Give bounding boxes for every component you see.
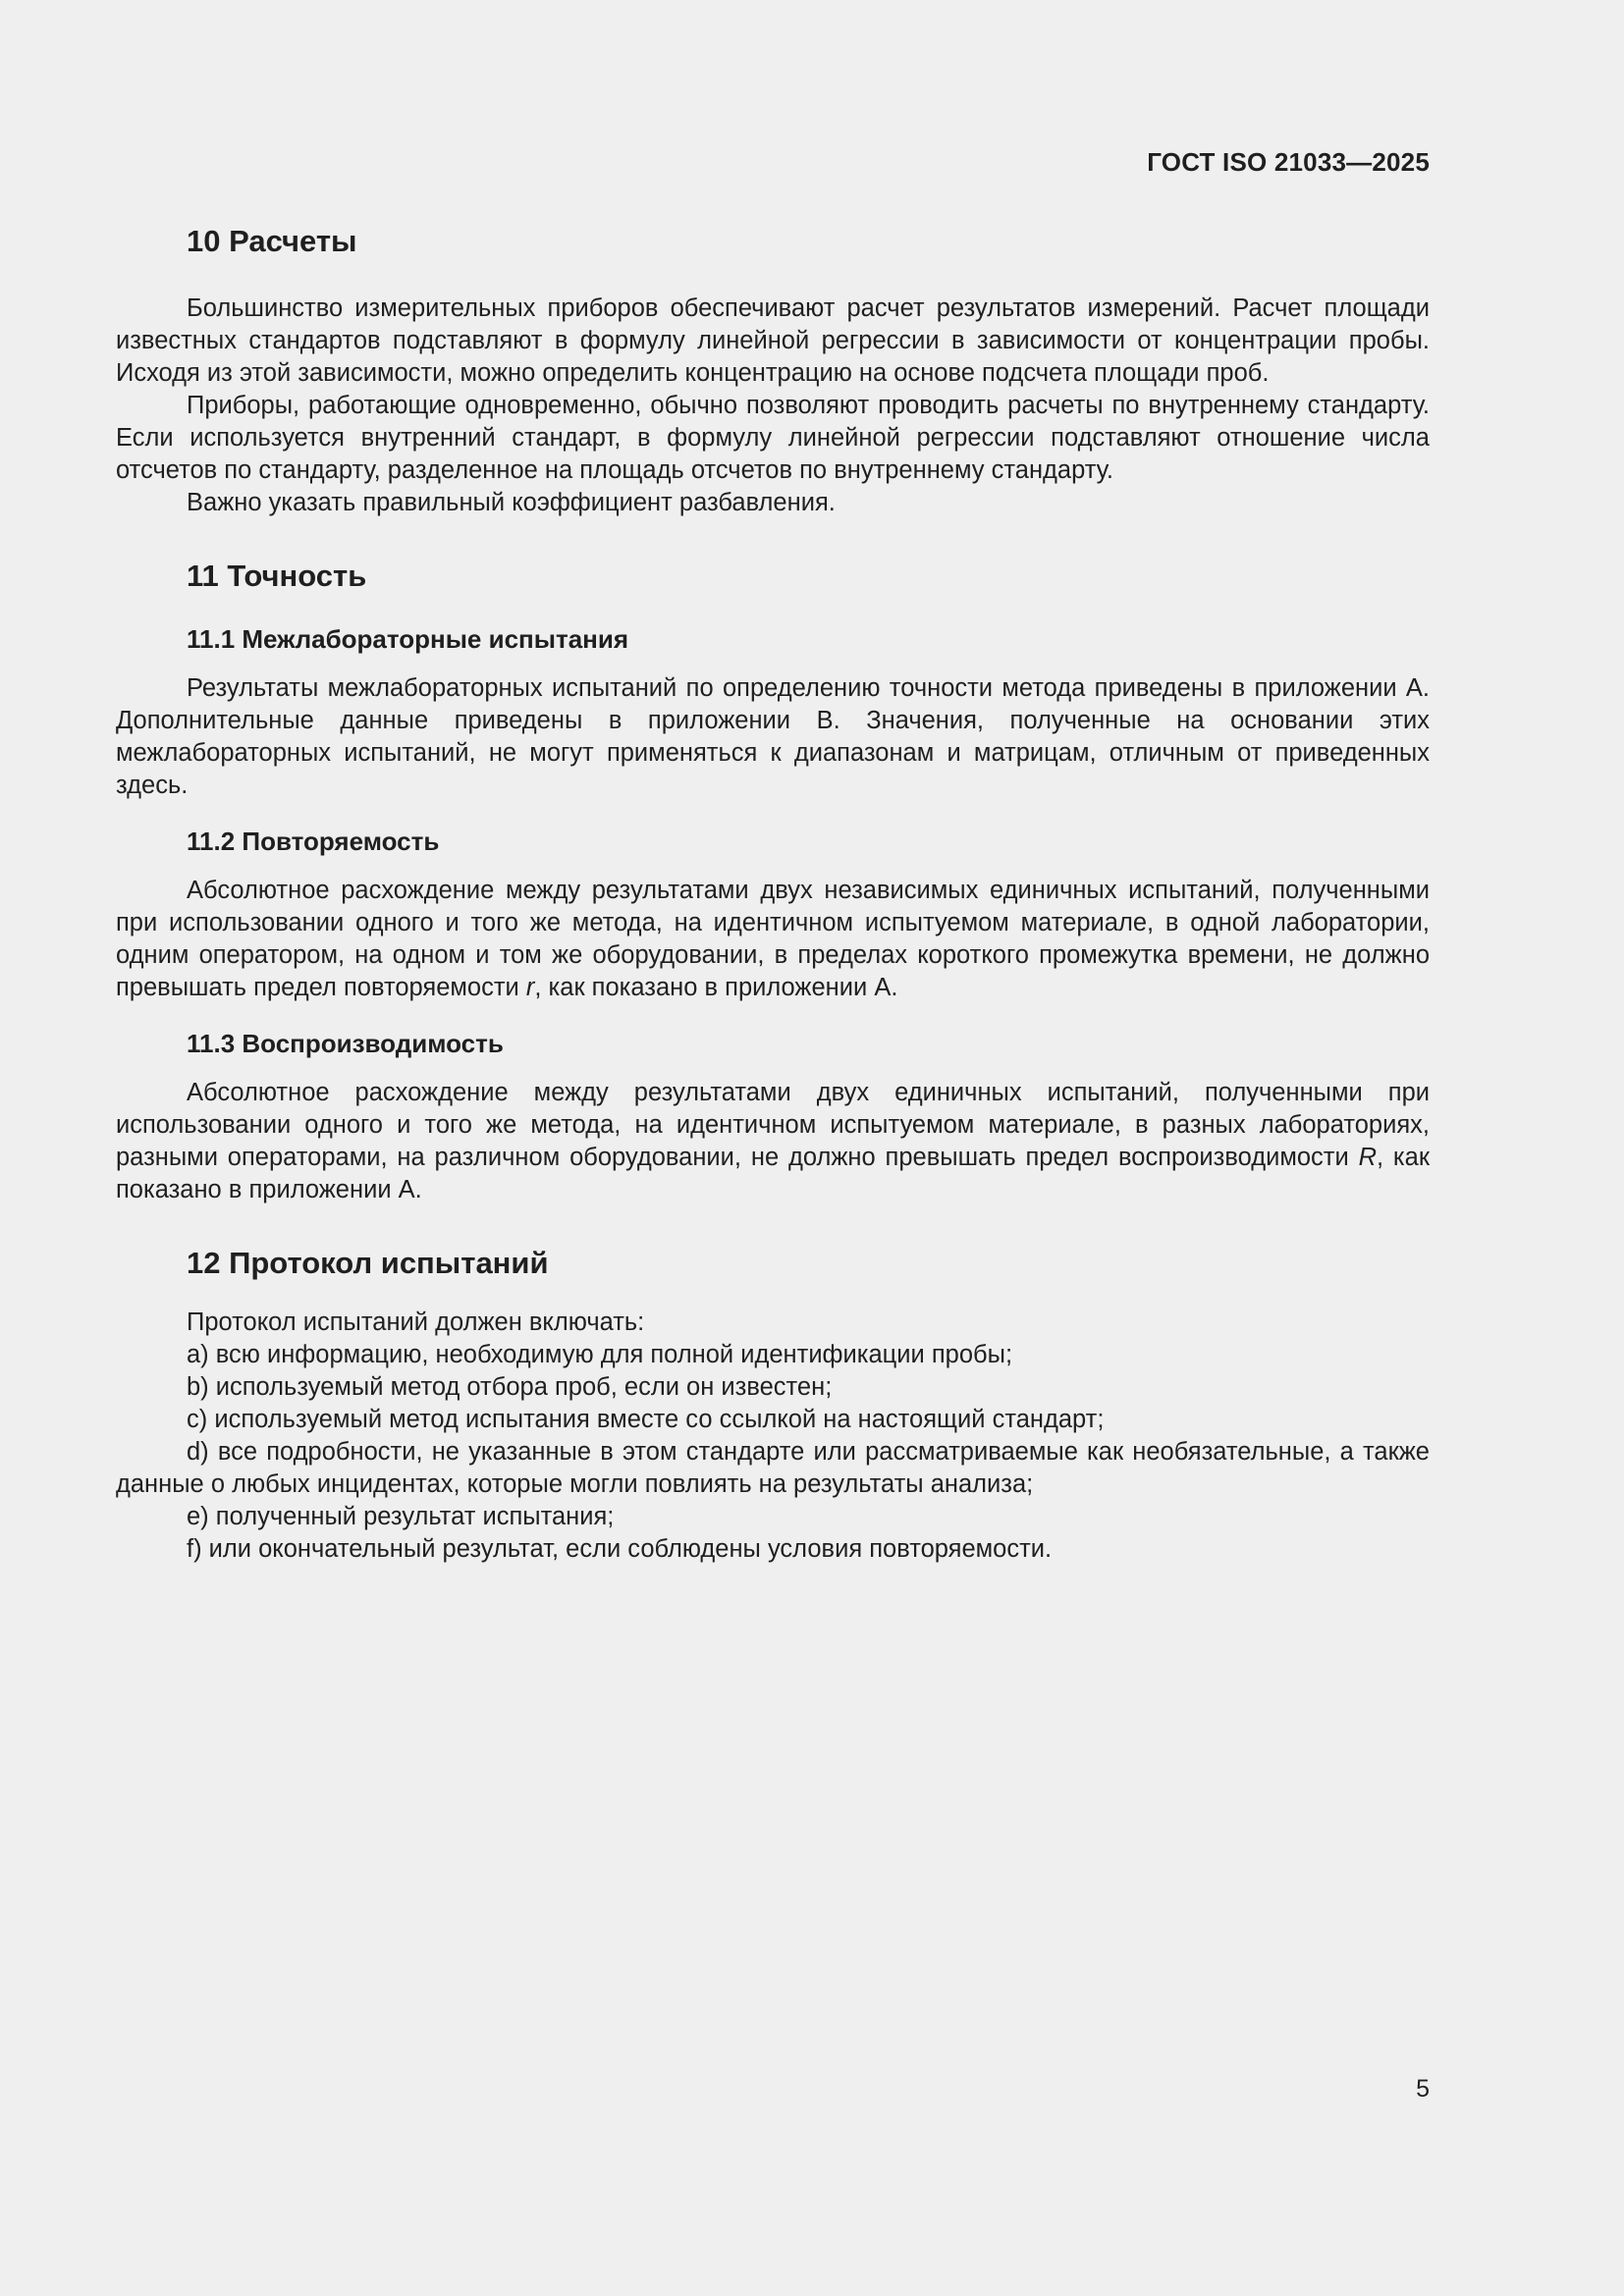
- list-item: c) используемый метод испытания вместе со ссылкой на настоящий стандарт;: [187, 1406, 1105, 1433]
- section-11-2-paragraph: [116, 875, 1430, 1004]
- list-item: e) полученный результат испытания;: [187, 1503, 615, 1530]
- section-11-1-paragraph: Результаты межлабораторных испытаний по определению точности метода приведены в приложении А. Дополнительные данные приведены в приложении В. Значения, полученные на основании этих межлабораторных испытаний, не могут применяться к диапазонам и матрицам, отличным от приведенных здесь.: [116, 674, 1430, 799]
- section-11-1-title: 11.1 Межлабораторные испытания: [187, 624, 629, 654]
- document-page: [116, 0, 1430, 2296]
- section-11-3-paragraph: [116, 1077, 1430, 1206]
- page-content: [116, 224, 1430, 1566]
- document-id-header: ГОСТ ISO 21033—2025: [1147, 147, 1430, 177]
- page-number: 5: [1416, 2075, 1430, 2103]
- section-12-title: 12 Протокол испытаний: [187, 1246, 549, 1280]
- list-item: f) или окончательный результат, если соблюдены условия повторяемости.: [187, 1535, 1053, 1563]
- section-12-intro: Протокол испытаний должен включать:: [187, 1308, 645, 1336]
- list-item: d) все подробности, не указанные в этом стандарте или рассматриваемые как необязательные, а также данные о любых инцидентах, которые могли повлиять на результаты анализа;: [116, 1438, 1430, 1498]
- section-11-2-text-after: , как показано в приложении А.: [534, 974, 898, 1001]
- section-10-title: 10 Расчеты: [187, 224, 357, 258]
- section-11-3-title: 11.3 Воспроизводимость: [187, 1029, 504, 1058]
- list-item: a) всю информацию, необходимую для полной идентификации пробы;: [187, 1341, 1013, 1368]
- section-10-paragraph-2: Приборы, работающие одновременно, обычно позволяют проводить расчеты по внутреннему стандарту. Если используется внутренний стандарт, в формулу линейной регрессии подставляют отношение числа отсчетов по стандарту, разделенное на площадь отсчетов по внутреннему стандарту.: [116, 392, 1430, 484]
- section-11-3-text-before: Абсолютное расхождение между результатами двух единичных испытаний, полученными при использовании одного и того же метода, на идентичном испытуемом материале, в разных лабораториях, разными операторами, на различном оборудовании, не должно превышать предел воспроизводимости: [116, 1079, 1430, 1171]
- section-11-2-text-before: Абсолютное расхождение между результатами двух независимых единичных испытаний, полученными при использовании одного и того же метода, на идентичном испытуемом материале, в одной лаборатории, одним оператором, на одном и том же оборудовании, в пределах короткого промежутка времени, не должно превышать предел повторяемости: [116, 877, 1430, 1001]
- reproducibility-limit-symbol: R: [1358, 1144, 1377, 1171]
- section-11-2-title: 11.2 Повторяемость: [187, 827, 440, 856]
- list-item: b) используемый метод отбора проб, если он известен;: [187, 1373, 833, 1401]
- section-10-paragraph-3: Важно указать правильный коэффициент разбавления.: [187, 489, 836, 516]
- section-11-3-text-after: , как показано в приложении А.: [116, 1144, 1430, 1203]
- section-10-paragraph-1: Большинство измерительных приборов обеспечивают расчет результатов измерений. Расчет площади известных стандартов подставляют в формулу линейной регрессии в зависимости от концентрации пробы. Исходя из этой зависимости, можно определить концентрацию на основе подсчета площади проб.: [116, 294, 1430, 387]
- repeatability-limit-symbol: r: [525, 974, 535, 1001]
- section-11-title: 11 Точность: [187, 559, 367, 593]
